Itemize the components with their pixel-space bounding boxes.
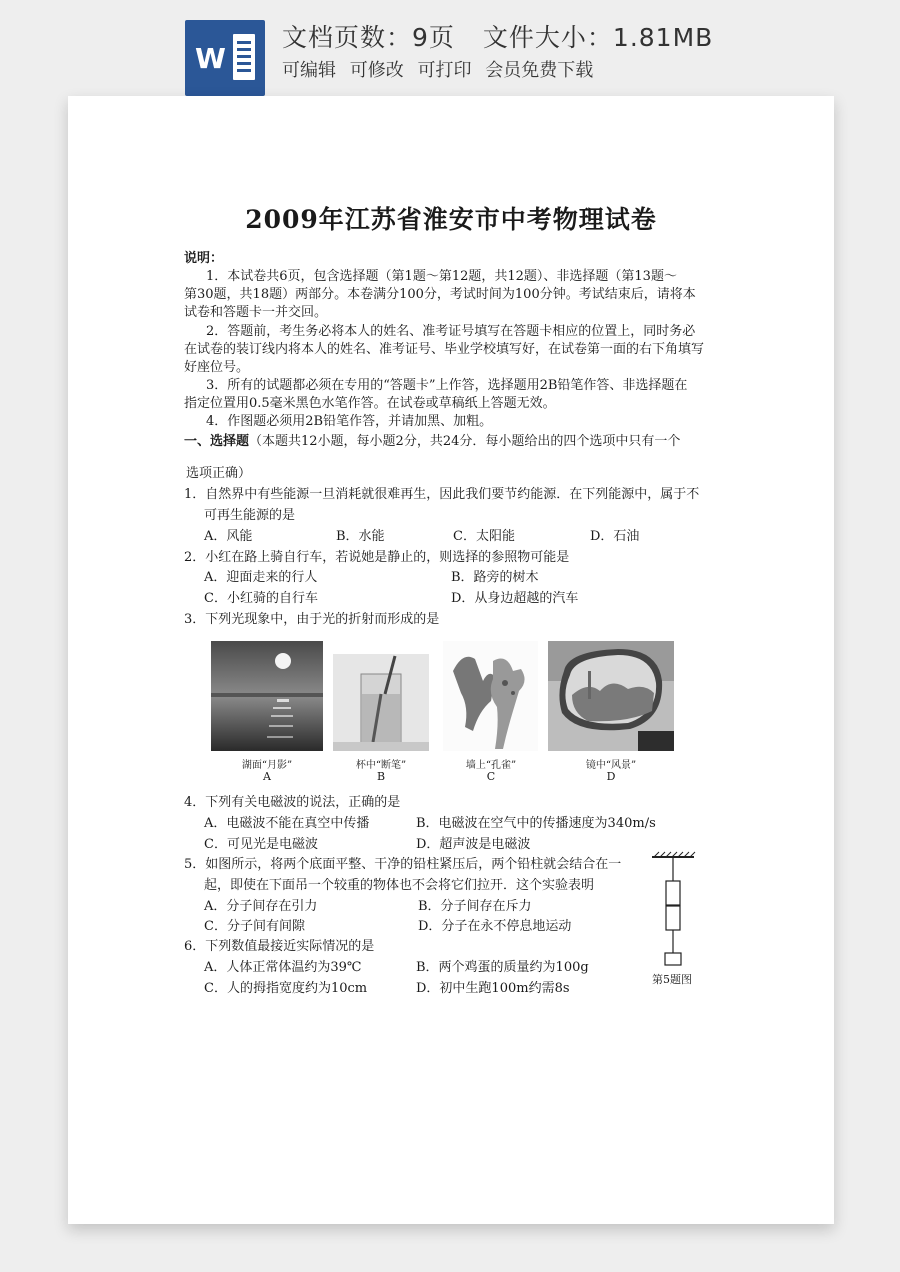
question-6-stem: 6．下列数值最接近实际情况的是 bbox=[184, 939, 375, 954]
q5-option-d: D．分子在永不停息地运动 bbox=[418, 919, 572, 934]
hand-shadow-photo bbox=[443, 641, 538, 751]
q1-option-d: D．石油 bbox=[590, 529, 640, 544]
q3-caption-a: 湖面“月影” bbox=[241, 760, 293, 771]
q2-option-d: D．从身边超越的汽车 bbox=[451, 591, 579, 606]
q3-label-a: A bbox=[263, 770, 271, 783]
download-banner bbox=[0, 0, 900, 98]
question-4-stem: 4．下列有关电磁波的说法，正确的是 bbox=[184, 795, 401, 810]
instruction-line: 好座位号。 bbox=[184, 360, 250, 375]
q5-option-c: C．分子间有间隙 bbox=[204, 919, 305, 934]
document-page bbox=[68, 96, 834, 1224]
q2-option-a: A．迎面走来的行人 bbox=[204, 570, 318, 585]
q4-option-b: B．电磁波在空气中的传播速度为340m/s bbox=[416, 816, 656, 831]
q4-option-c: C．可见光是电磁波 bbox=[204, 837, 318, 852]
section1-description: （本题共12小题，每小题2分，共24分．每小题给出的四个选项中只有一个 bbox=[249, 434, 681, 449]
instruction-line: 试卷和答题卡一并交回。 bbox=[184, 305, 328, 320]
question-5-stem-cont: 起，即使在下面吊一个较重的物体也不会将它们拉开．这个实验表明 bbox=[204, 878, 595, 893]
q3-label-b: B bbox=[376, 770, 386, 783]
instruction-line: 在试卷的装订线内将本人的姓名、准考证号、毕业学校填写好，在试卷第一面的右下角填写 bbox=[184, 342, 705, 357]
instruction-line: 3．所有的试题都必须在专用的“答题卡”上作答，选择题用2B铅笔作答、非选择题在 bbox=[206, 378, 688, 393]
feature-modifiable: 可修改 bbox=[349, 60, 404, 81]
q5-option-b: B．分子间存在斥力 bbox=[418, 899, 532, 914]
q4-option-d: D．超声波是电磁波 bbox=[416, 837, 531, 852]
q2-option-b: B．路旁的树木 bbox=[451, 570, 539, 585]
section1-description-cont: 选项正确） bbox=[186, 466, 252, 481]
q3-caption-d: 镜中“风景” bbox=[585, 760, 637, 771]
file-size: 文件大小：1.81MB bbox=[482, 23, 714, 52]
section-heading bbox=[184, 432, 680, 452]
question-5-stem: 5．如图所示，将两个底面平整、干净的铅柱紧压后，两个铅柱就会结合在一 bbox=[184, 857, 622, 872]
word-document-icon bbox=[185, 20, 265, 96]
q6-option-a: A．人体正常体温约为39℃ bbox=[204, 960, 362, 975]
instruction-line: 4．作图题必须用2B铅笔作答，并请加黑、加粗。 bbox=[206, 414, 493, 429]
instruction-line: 第30题，共18题）两部分。本卷满分100分，考试时间为100分钟。考试结束后，请将本 bbox=[184, 287, 696, 302]
section1-title: 一、选择题 bbox=[184, 434, 250, 449]
q6-option-b: B．两个鸡蛋的质量约为100g bbox=[416, 960, 589, 975]
q5-figure-caption: 第5题图 bbox=[652, 973, 692, 986]
feature-editable: 可编辑 bbox=[282, 60, 336, 81]
q1-option-c: C．太阳能 bbox=[453, 529, 515, 544]
lead-cylinder-diagram bbox=[648, 851, 698, 969]
q6-option-c: C．人的拇指宽度约为10cm bbox=[204, 981, 368, 996]
q1-option-a: A．风能 bbox=[204, 529, 253, 544]
pencil-in-glass-photo bbox=[333, 654, 429, 751]
instruction-line: 2．答题前，考生务必将本人的姓名、准考证号填写在答题卡相应的位置上，同时务必 bbox=[206, 324, 696, 339]
q3-label-c: C bbox=[486, 770, 496, 783]
word-logo-letter: W bbox=[195, 42, 226, 75]
q1-option-b: B．水能 bbox=[336, 529, 385, 544]
moon-reflection-photo bbox=[211, 641, 323, 751]
q6-option-d: D．初中生跑100m约需8s bbox=[416, 981, 570, 996]
feature-list bbox=[282, 56, 593, 82]
q3-caption-c: 墙上“孔雀” bbox=[465, 760, 517, 771]
question-3-stem: 3．下列光现象中，由于光的折射而形成的是 bbox=[184, 612, 440, 627]
feature-printable: 可打印 bbox=[417, 60, 472, 81]
instruction-line: 1．本试卷共6页，包含选择题（第1题～第12题，共12题）、非选择题（第13题～ bbox=[206, 269, 677, 284]
q3-caption-b: 杯中“断笔” bbox=[355, 760, 407, 771]
document-lines-icon bbox=[233, 34, 255, 80]
page-title: 2009年江苏省淮安市中考物理试卷 bbox=[245, 205, 657, 234]
question-1-stem: 1．自然界中有些能源一旦消耗就很难再生，因此我们要节约能源．在下列能源中，属于不 bbox=[184, 487, 700, 502]
instructions-heading: 说明： bbox=[184, 251, 224, 266]
q3-label-d: D bbox=[606, 770, 616, 783]
page-count: 文档页数：9页 bbox=[282, 23, 455, 52]
question-2-stem: 2．小红在路上骑自行车，若说她是静止的，则选择的参照物可能是 bbox=[184, 550, 570, 565]
question-1-stem-cont: 可再生能源的是 bbox=[204, 508, 296, 523]
q4-option-a: A．电磁波不能在真空中传播 bbox=[204, 816, 370, 831]
feature-member-download: 会员免费下载 bbox=[485, 60, 594, 81]
q5-option-a: A．分子间存在引力 bbox=[204, 899, 318, 914]
q2-option-c: C．小红骑的自行车 bbox=[204, 591, 318, 606]
instruction-line: 指定位置用0.5毫米黑色水笔作答。在试卷或草稿纸上答题无效。 bbox=[184, 396, 556, 411]
car-mirror-photo bbox=[548, 641, 674, 751]
file-info bbox=[282, 18, 713, 54]
